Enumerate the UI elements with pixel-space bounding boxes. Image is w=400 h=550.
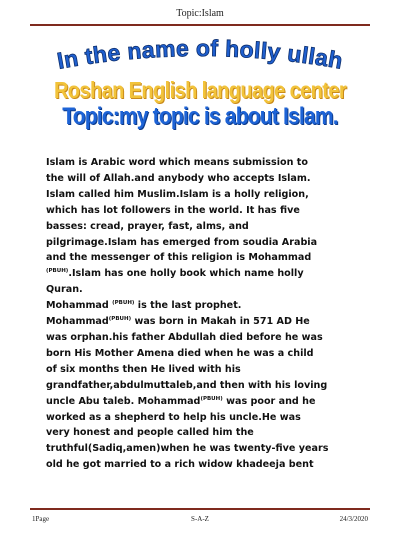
footer-date: 24/3/2020 [339, 515, 368, 523]
body-line: old he got married to a rich widow khadeeja bent [46, 459, 314, 471]
body-line-text: was poor and he [226, 395, 316, 407]
pbuh-superscript: (PBUH) [200, 395, 223, 402]
body-line: which has lot followers in the world. It has five [46, 204, 300, 216]
body-line-with-sup [46, 394, 376, 410]
body-line-with-sup [46, 266, 376, 282]
body-line-text: .Islam has one holly book which name holly [68, 268, 304, 280]
center-title: Roshan English language center [53, 78, 347, 104]
body-line-text: is the last prophet. [137, 300, 242, 312]
body-line: worked as a shepherd to help his uncle.He was [46, 411, 301, 423]
pbuh-superscript: (PBUH) [112, 300, 135, 307]
wordart-banner [30, 33, 370, 77]
title-block [0, 80, 400, 129]
footer-author: S-A-Z [191, 515, 209, 523]
page-number: 1Page [32, 515, 50, 523]
body-line-text: Mohammad [46, 316, 109, 328]
body-line: Islam called him Muslim.Islam is a holly religion, [46, 188, 309, 200]
pbuh-superscript: (PBUH) [108, 316, 132, 323]
body-line: of six months then He lived with his [46, 363, 241, 375]
page-footer [30, 515, 370, 527]
body-line: was orphan.his father Abdullah died before he was [46, 331, 323, 343]
wordart-text: In the name of holly ullah [55, 34, 345, 74]
body-line: very honest and people called him the [46, 427, 254, 439]
body-line: grandfather,abdulmuttaleb,and then with his loving [46, 379, 328, 391]
body-line: and the messenger of this religion is Mohammad [46, 252, 312, 264]
body-line: truthful(Sadiq,amen)when he was twenty-five years [46, 443, 329, 455]
body-line: pilgrimage.Islam has emerged from soudia Arabia [46, 236, 318, 248]
topic-title: Topic:my topic is about Islam. [62, 103, 338, 130]
header-rule [30, 24, 370, 26]
body-line: Quran. [46, 284, 83, 296]
body-line: Islam is Arabic word which means submission to [46, 157, 308, 168]
body-line-text: Mohammad [46, 300, 109, 312]
pbuh-superscript: (PBUH) [46, 268, 69, 275]
body-line: born His Mother Amena died when he was a child [46, 347, 314, 359]
page-header: Topic:Islam [176, 8, 224, 19]
body-text [46, 155, 376, 473]
body-line-text: uncle Abu taleb. Mohammad [46, 395, 201, 407]
body-line-text: was born in Makah in 571 AD He [134, 316, 310, 328]
footer-rule [30, 508, 370, 510]
body-line-with-sup [46, 298, 376, 314]
body-line-with-sup [46, 314, 376, 330]
body-line: basses: cread, prayer, fast, alms, and [46, 220, 249, 232]
body-line: the will of Allah.and anybody who accepts Islam. [46, 172, 311, 184]
